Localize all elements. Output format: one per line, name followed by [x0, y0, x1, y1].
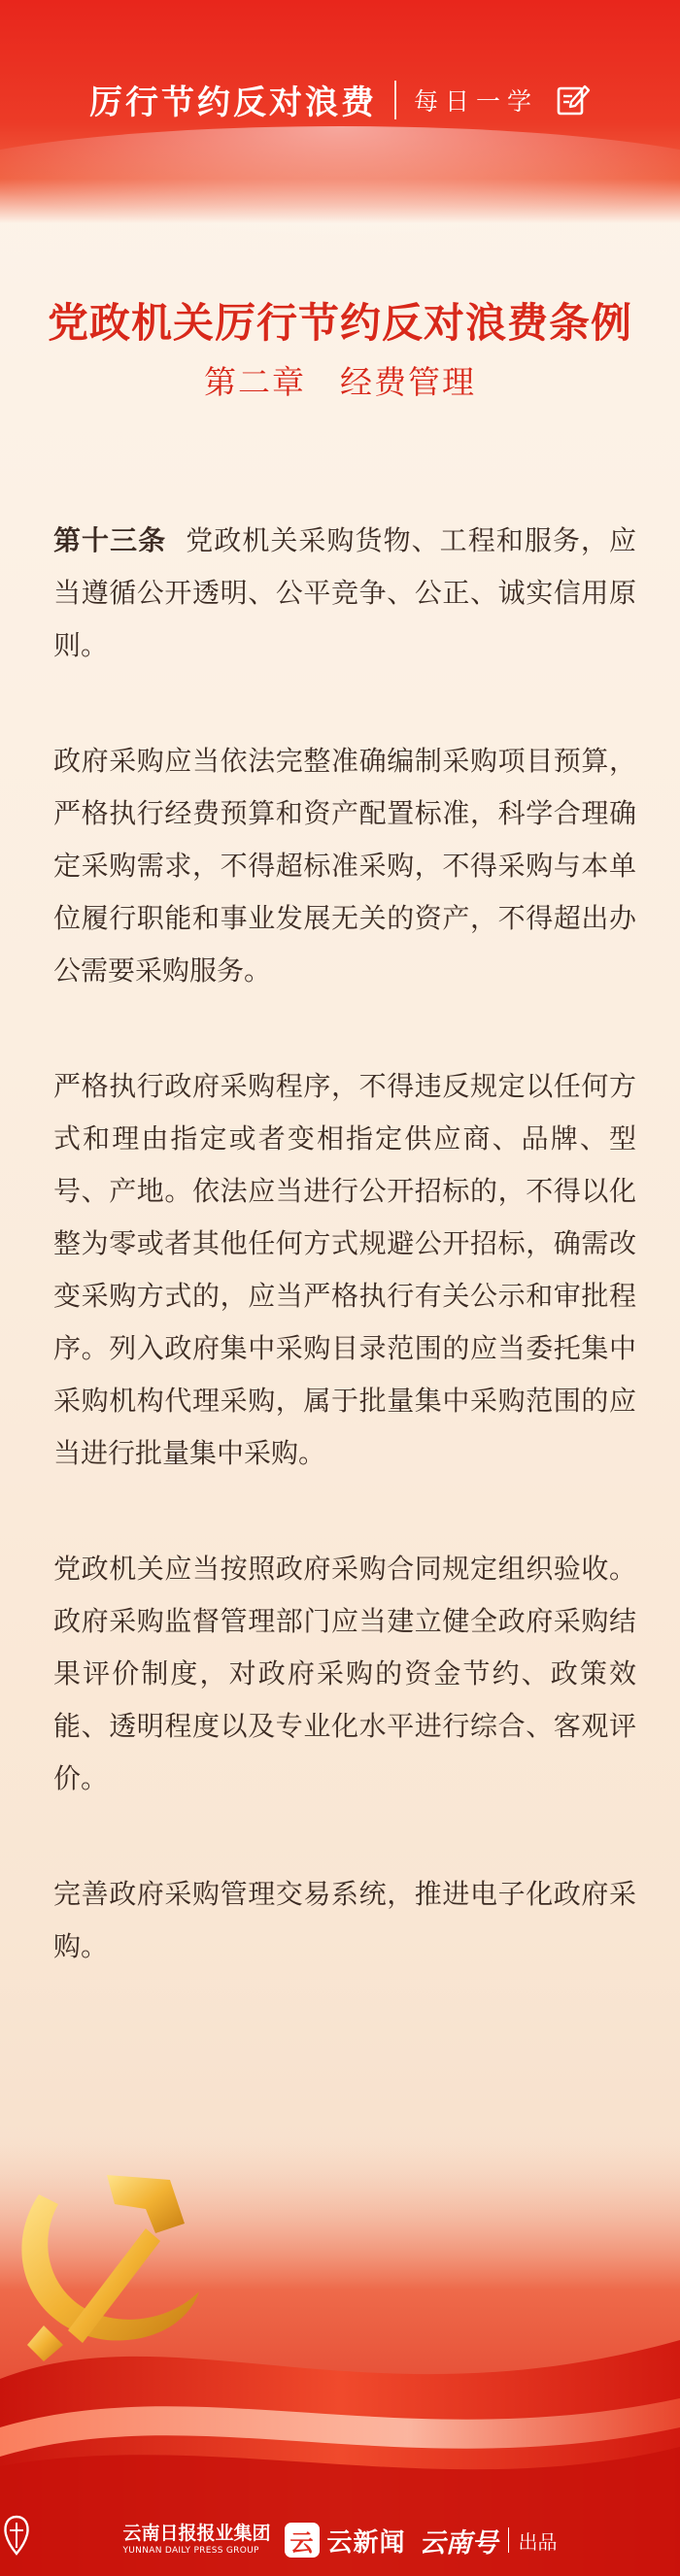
ynrb-english-name: YUNNAN DAILY PRESS GROUP: [122, 2546, 259, 2556]
top-banner: [0, 0, 680, 223]
article-paragraph: 政府采购应当依法完整准确编制采购项目预算，严格执行经费预算和资产配置标准，科学合理确定采购需求，不得超标准采购，不得采购与本单位履行职能和事业发展无关的资产，不得超出办公需要采购服务。: [53, 745, 636, 987]
article-paragraph: 党政机关应当按照政府采购合同规定组织验收。政府采购监督管理部门应当建立健全政府采购结果评价制度，对政府采购的资金节约、政策效能、透明程度以及专业化水平进行综合、客观评价。: [53, 1553, 636, 1794]
yxw-name: 云新闻: [326, 2527, 406, 2558]
banner-row: [0, 76, 680, 123]
yxw-logo-mark: 云: [285, 2523, 320, 2558]
article-paragraph: 严格执行政府采购程序，不得违反规定以任何方式和理由指定或者变相指定供应商、品牌、型号、产地。依法应当进行公开招标的，不得以化整为零或者其他任何方式规避公开招标，确需改变采购方式的，应当严格执行有关公示和审批程序。列入政府集中采购目录范围的应当委托集中采购机构代理采购，属于批量集中采购范围的应当进行批量集中采购。: [53, 1070, 636, 1469]
article-paragraph: [53, 515, 636, 672]
ynrb-logo: [122, 2525, 270, 2556]
ynrb-text: [122, 2525, 270, 2556]
footer-logos: [0, 2515, 680, 2565]
ynrb-name: 云南日报报业集团: [122, 2523, 271, 2544]
banner-title: 厉行节约反对浪费: [88, 84, 377, 122]
bottom-decoration: [0, 2136, 680, 2576]
ynh-name: 云南号: [419, 2527, 498, 2559]
ynrb-logo-mark: [0, 2515, 33, 2556]
edit-icon: [556, 83, 591, 117]
article-body: [53, 515, 636, 2036]
document-title: 党政机关厉行节约反对浪费条例: [47, 299, 632, 347]
article-number: 第十三条: [53, 524, 167, 556]
banner-subtitle: 每日一学: [413, 86, 538, 116]
yxw-logo: [285, 2523, 406, 2559]
chapter-title: 第二章 经费管理: [204, 363, 476, 401]
footer-separator: [508, 2527, 509, 2553]
article-paragraph: 完善政府采购管理交易系统，推进电子化政府采购。: [53, 1878, 636, 1962]
banner-divider: [394, 81, 396, 119]
party-emblem: [0, 2136, 214, 2369]
paragraph-text: 党政机关采购货物、工程和服务，应当遵循公开透明、公平竞争、公正、诚实信用原则。: [53, 524, 636, 661]
ynh-logo: [420, 2522, 558, 2559]
produced-by-label: 出品: [518, 2529, 558, 2554]
